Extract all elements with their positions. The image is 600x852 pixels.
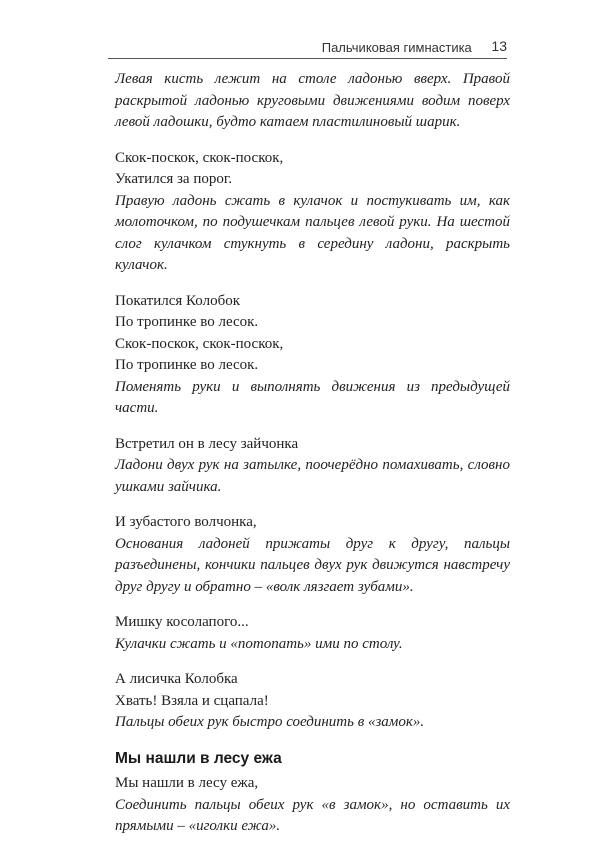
verse-line: По тропинке во лесок.	[115, 357, 259, 373]
verse-line: Укатился за порог.	[115, 171, 233, 187]
instruction-text: Правую ладонь сжать в кулачок и постукивать им, как молоточком, по подушечкам пальцев левой руки. На шестой слог кулачком стукнуть в середину ладони, раскрыть кулачок.	[115, 192, 510, 273]
running-header	[108, 36, 507, 59]
paragraph-block	[115, 69, 510, 134]
section-heading: Мы нашли в лесу ежа	[115, 749, 282, 767]
instruction-text: Левая кисть лежит на столе ладонью вверх. Правой раскрытой ладонью круговыми движениями водим поверх левой ладошки, будто катаем пластилиновый шарик.	[115, 71, 510, 130]
paragraph-block	[115, 148, 510, 277]
verse-line: Встретил он в лесу зайчонка	[115, 435, 299, 452]
paragraph-block	[115, 512, 510, 598]
paragraph-block	[115, 773, 510, 838]
instruction-text: Соединить пальцы обеих рук «в замок», но оставить их прямыми – «иголки ежа».	[115, 796, 510, 834]
section-title: Пальчиковая гимнастика	[321, 40, 472, 55]
verse-line: Мишку косолапого...	[115, 614, 249, 630]
instruction-text: Кулачки сжать и «потопать» ими по столу.	[115, 635, 403, 652]
verse-line: Хвать! Взяла и сцапала!	[115, 692, 269, 709]
paragraph-block	[115, 434, 510, 499]
page-number: 13	[491, 38, 507, 54]
paragraph-block	[115, 291, 510, 420]
instruction-text: Основания ладоней прижаты друг к другу, пальцы разъединены, кончики пальцев двух рук движутся навстречу друг другу и обратно – «волк лязгает зубами».	[115, 535, 510, 595]
paragraph-block	[115, 669, 510, 734]
verse-line: Скок-поскок, скок-поскок,	[115, 335, 284, 352]
instruction-text: Ладони двух рук на затылке, поочерёдно помахивать, словно ушками зайчика.	[115, 457, 510, 495]
verse-line: Скок-поскок, скок-поскок,	[115, 149, 284, 166]
verse-line: И зубастого волчонка,	[115, 514, 257, 530]
instruction-text: Пальцы обеих рук быстро соединить в «замок».	[115, 714, 425, 730]
instruction-text: Поменять руки и выполнять движения из предыдущей части.	[115, 378, 510, 416]
page-body	[115, 69, 510, 852]
paragraph-block	[115, 612, 510, 655]
verse-line: По тропинке во лесок.	[115, 314, 259, 330]
verse-line: А лисичка Колобка	[115, 671, 238, 687]
verse-line: Мы нашли в лесу ежа,	[115, 775, 259, 791]
verse-line: Покатился Колобок	[115, 292, 241, 309]
